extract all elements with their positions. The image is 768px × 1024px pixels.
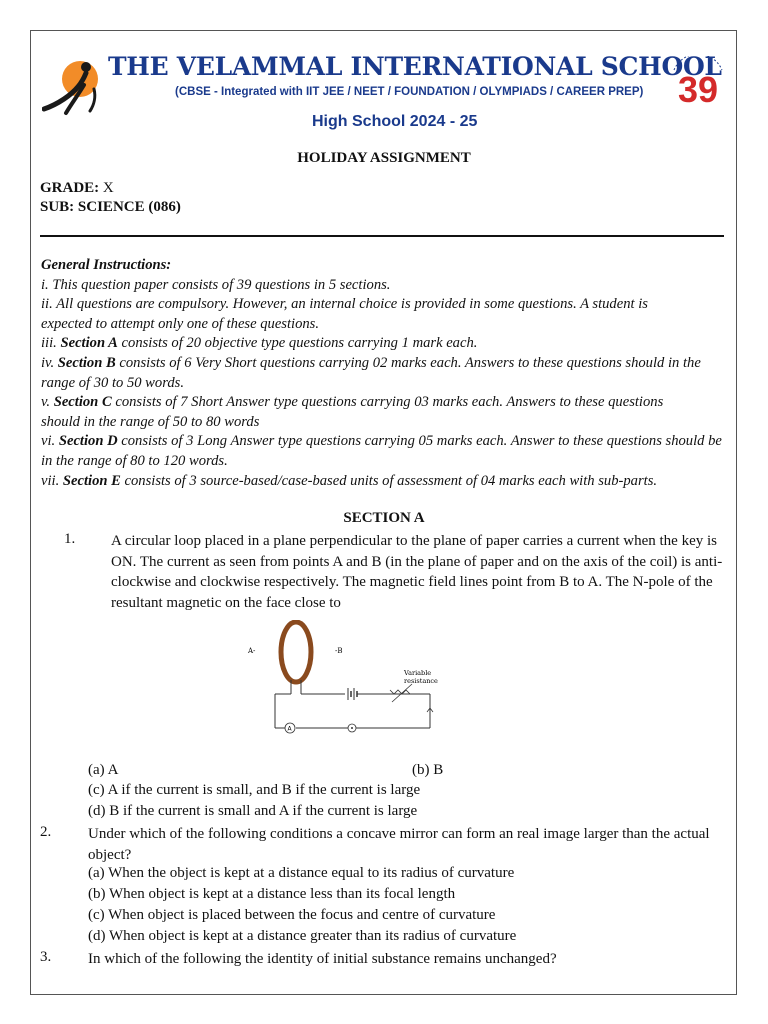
question-text: In which of the following the identity of initial substance remains unchanged? [88, 951, 557, 967]
option-b: (b) When object is kept at a distance less than its focal length [88, 886, 456, 902]
svg-text:Variable: Variable [404, 669, 432, 677]
svg-text:-B: -B [335, 647, 343, 655]
question-text: A circular loop placed in a plane perpendicular to the plane of paper carries a current when the key is ON. The current as seen from points A and B (in the plane of paper and on the axis of the coil) is anti-clockwise and clockwise respectively. The magnetic field lines point from B to A. The N-pole of the resultant magnetic on the face close to [111, 533, 723, 611]
anniversary-badge-icon [668, 56, 728, 108]
subject-line: SUB: SCIENCE (086) [40, 199, 181, 215]
question-number: 2. [40, 824, 52, 840]
instruction-item: ii. All questions are compulsory. However, an internal choice is provided in some questions. A student is expected to attempt only one of these questions. [41, 296, 648, 332]
svg-text:resistance: resistance [404, 677, 438, 685]
assignment-title: HOLIDAY ASSIGNMENT [297, 150, 471, 166]
question-number: 3. [40, 949, 52, 965]
instructions-heading: General Instructions: [41, 257, 172, 273]
option-c: (c) A if the current is small, and B if the current is large [88, 782, 421, 798]
instruction-item: iv. Section B consists of 6 Very Short questions carrying 02 marks each. Answers to these questions should in the range of 30 to 50 words. [41, 354, 701, 391]
section-a-title: SECTION A [343, 510, 425, 526]
option-b: (b) B [412, 762, 444, 778]
instruction-item: i. This question paper consists of 39 questions in 5 sections. [41, 276, 391, 293]
option-a: (a) A [88, 762, 119, 778]
grade-value: X [99, 180, 114, 196]
circuit-diagram [240, 620, 460, 745]
option-d: (d) B if the current is small and A if the current is large [88, 803, 418, 819]
grade-label: GRADE: [40, 180, 100, 196]
grade-line [40, 180, 114, 197]
general-instructions [41, 256, 731, 491]
school-affiliation: (CBSE - Integrated with IIT JEE / NEET / FOUNDATION / OLYMPIADS / CAREER PREP) [175, 86, 644, 98]
svg-text:A: A [287, 725, 292, 733]
academic-session: High School 2024 - 25 [312, 113, 478, 130]
question-text: Under which of the following conditions a concave mirror can form an real image larger than the actual object? [88, 826, 710, 863]
question-number: 1. [64, 531, 76, 547]
header-divider [40, 235, 724, 237]
option-d: (d) When object is kept at a distance greater than its radius of curvature [88, 928, 517, 944]
badge-number: 39 [677, 69, 719, 108]
instruction-item: v. Section C consists of 7 Short Answer type questions carrying 03 marks each. Answers to these questions should in the range of 50 to 80 words [41, 394, 664, 430]
instruction-item: vii. Section E consists of 3 source-based/case-based units of assessment of 04 marks each with sub-parts. [41, 472, 658, 489]
school-name: THE VELAMMAL INTERNATIONAL SCHOOL [108, 52, 722, 81]
option-c: (c) When object is placed between the focus and centre of curvature [88, 907, 496, 923]
svg-text:A-: A- [248, 647, 256, 655]
instruction-item: iii. Section A consists of 20 objective type questions carrying 1 mark each. [41, 335, 478, 352]
option-a: (a) When the object is kept at a distance equal to its radius of curvature [88, 865, 515, 881]
instruction-item: vi. Section D consists of 3 Long Answer type questions carrying 05 marks each. Answer to these questions should be in the range of 80 to 120 words. [41, 433, 722, 469]
school-logo-icon [42, 55, 106, 117]
